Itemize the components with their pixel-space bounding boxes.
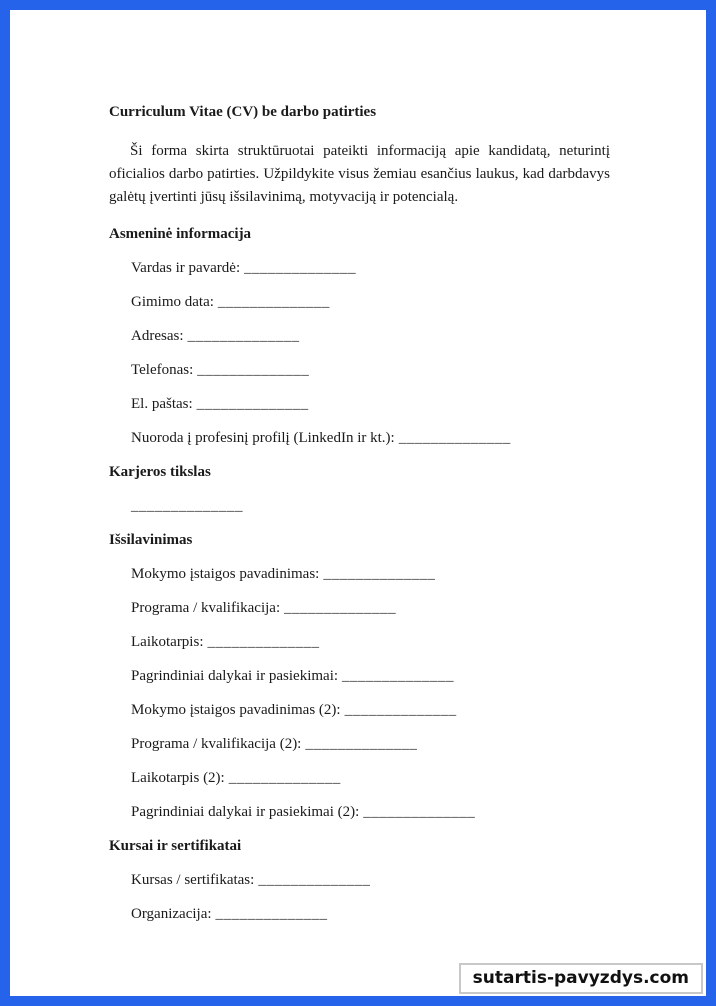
field-label: Pagrindiniai dalykai ir pasiekimai: (131, 668, 339, 684)
document-title: Curriculum Vitae (CV) be darbo patirties (109, 104, 377, 120)
section-heading-karjeros-tikslas: Karjeros tikslas (109, 464, 211, 480)
field-label: Telefonas: (131, 362, 194, 378)
blank-line: ______________ (398, 430, 511, 446)
field-laikotarpis-2 (109, 770, 610, 787)
field-laikotarpis (109, 634, 610, 651)
field-label: Programa / kvalifikacija: (131, 600, 281, 616)
field-label: Nuoroda į profesinį profilį (LinkedIn ir kt.): (131, 430, 395, 446)
field-label: Organizacija: (131, 906, 212, 922)
field-adresas (109, 328, 610, 345)
field-label: Mokymo įstaigos pavadinimas: (131, 566, 320, 582)
blank-line: ______________ (187, 328, 300, 344)
blank-line: ______________ (344, 702, 457, 718)
field-programa-kvalifikacija (109, 600, 610, 617)
field-kursas-sertifikatas (109, 872, 610, 889)
field-mokymo-istaigos-pavadinimas (109, 566, 610, 583)
field-label: Gimimo data: (131, 294, 214, 310)
blank-line: ______________ (197, 362, 310, 378)
field-label: Kursas / sertifikatas: (131, 872, 255, 888)
field-telefonas (109, 362, 610, 379)
field-pagrindiniai-dalykai (109, 668, 610, 685)
field-label: Programa / kvalifikacija (2): (131, 736, 302, 752)
field-nuoroda-profesinis-profilis (109, 430, 610, 447)
intro-paragraph: Ši forma skirta struktūruotai pateikti informaciją apie kandidatą, neturintį oficialios darbo patirties. Užpildykite visus žemiau esančius laukus, kad darbdavys galėtų įvertinti jūsų išsilavinimą, motyvaciją ir potencialą. (109, 143, 610, 205)
blank-line: ______________ (215, 906, 328, 922)
field-label: Pagrindiniai dalykai ir pasiekimai (2): (131, 804, 360, 820)
field-label: Laikotarpis: (131, 634, 204, 650)
blank-line: ______________ (363, 804, 476, 820)
field-mokymo-istaigos-pavadinimas-2 (109, 702, 610, 719)
blank-line: ______________ (305, 736, 418, 752)
blank-line: ______________ (217, 294, 330, 310)
blank-line: ______________ (284, 600, 397, 616)
field-label: El. paštas: (131, 396, 193, 412)
blank-line: ______________ (342, 668, 455, 684)
section-heading-asmenine-informacija: Asmeninė informacija (109, 226, 252, 242)
field-label: Adresas: (131, 328, 184, 344)
field-label: Mokymo įstaigos pavadinimas (2): (131, 702, 341, 718)
blank-line: ______________ (228, 770, 341, 786)
field-vardas-ir-pavarde (109, 260, 610, 277)
field-label: Laikotarpis (2): (131, 770, 225, 786)
section-heading-kursai-ir-sertifikatai: Kursai ir sertifikatai (109, 838, 242, 854)
field-pagrindiniai-dalykai-2 (109, 804, 610, 821)
blank-line: ______________ (244, 260, 357, 276)
document-body (109, 10, 610, 923)
field-gimimo-data (109, 294, 610, 311)
field-el-pastas (109, 396, 610, 413)
field-label: Vardas ir pavardė: (131, 260, 241, 276)
field-programa-kvalifikacija-2 (109, 736, 610, 753)
blank-line: ______________ (131, 498, 243, 514)
field-karjeros-tikslas-blank (109, 498, 610, 515)
field-organizacija (109, 906, 610, 923)
section-heading-issilavinimas: Išsilavinimas (109, 532, 193, 548)
blank-line: ______________ (196, 396, 309, 412)
blank-line: ______________ (207, 634, 320, 650)
blank-line: ______________ (323, 566, 436, 582)
blank-line: ______________ (258, 872, 371, 888)
watermark-badge: sutartis-pavyzdys.com (459, 963, 703, 994)
